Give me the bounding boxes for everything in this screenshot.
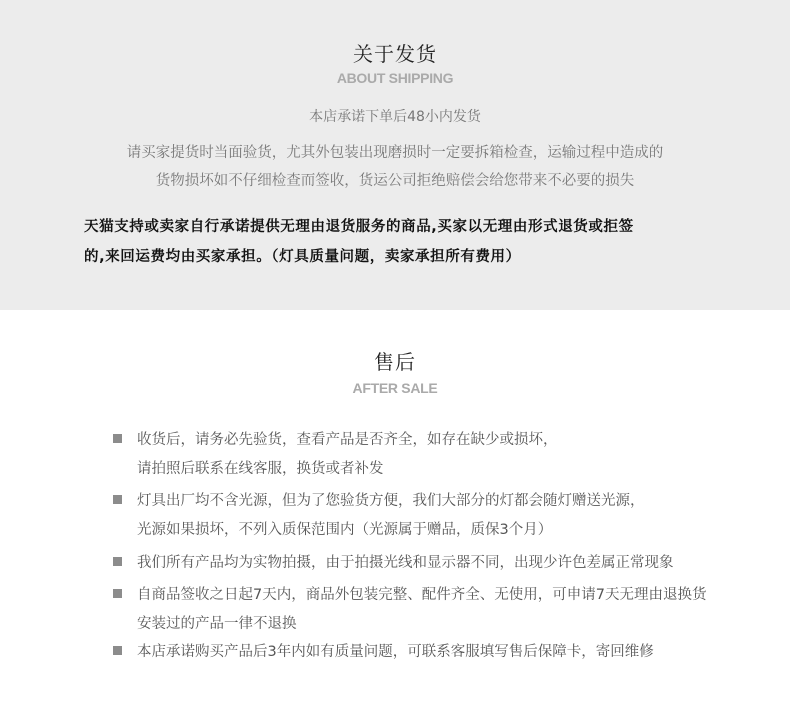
shipping-section xyxy=(0,0,790,310)
shipping-subtitle: ABOUT SHIPPING xyxy=(336,70,454,86)
after-sale-item-line: 本店承诺购买产品后3年内如有质量问题，可联系客服填写售后保障卡，寄回维修 xyxy=(137,644,654,660)
after-sale-item-line: 安装过的产品一律不退换 xyxy=(137,616,297,632)
square-bullet-icon xyxy=(113,589,122,598)
square-bullet-icon xyxy=(113,434,122,443)
square-bullet-icon xyxy=(113,557,122,566)
after-sale-item-line: 收货后，请务必先验货，查看产品是否齐全，如存在缺少或损坏， xyxy=(137,432,558,448)
after-sale-item-line: 请拍照后联系在线客服，换货或者补发 xyxy=(137,461,384,477)
square-bullet-icon xyxy=(113,495,122,504)
square-bullet-icon xyxy=(113,646,122,655)
shipping-policy-line1: 天猫支持或卖家自行承诺提供无理由退货服务的商品,买家以无理由形式退货或拒签 xyxy=(84,219,634,235)
after-sale-title: 售后 xyxy=(374,350,416,374)
after-sale-item-line: 灯具出厂均不含光源，但为了您验货方便，我们大部分的灯都会随灯赠送光源， xyxy=(137,493,645,509)
shipping-note-line1: 请买家提货时当面验货，尤其外包装出现磨损时一定要拆箱检查，运输过程中造成的 xyxy=(126,145,664,161)
shipping-title: 关于发货 xyxy=(353,42,437,66)
shipping-promise: 本店承诺下单后48小内发货 xyxy=(309,109,481,125)
after-sale-item-line: 我们所有产品均为实物拍摄，由于拍摄光线和显示器不同，出现少许色差属正常现象 xyxy=(137,555,674,571)
after-sale-section xyxy=(0,310,790,716)
shipping-note-line2: 货物损坏如不仔细检查而签收，货运公司拒绝赔偿会给您带来不必要的损失 xyxy=(155,173,635,189)
after-sale-item-line: 光源如果损坏，不列入质保范围内（光源属于赠品，质保3个月） xyxy=(137,522,553,538)
shipping-policy-line2: 的,来回运费均由买家承担。（灯具质量问题，卖家承担所有费用） xyxy=(84,249,521,265)
after-sale-item-line: 自商品签收之日起7天内，商品外包装完整、配件齐全、无使用，可申请7天无理由退换货 xyxy=(137,587,707,603)
after-sale-subtitle: AFTER SALE xyxy=(352,380,438,396)
